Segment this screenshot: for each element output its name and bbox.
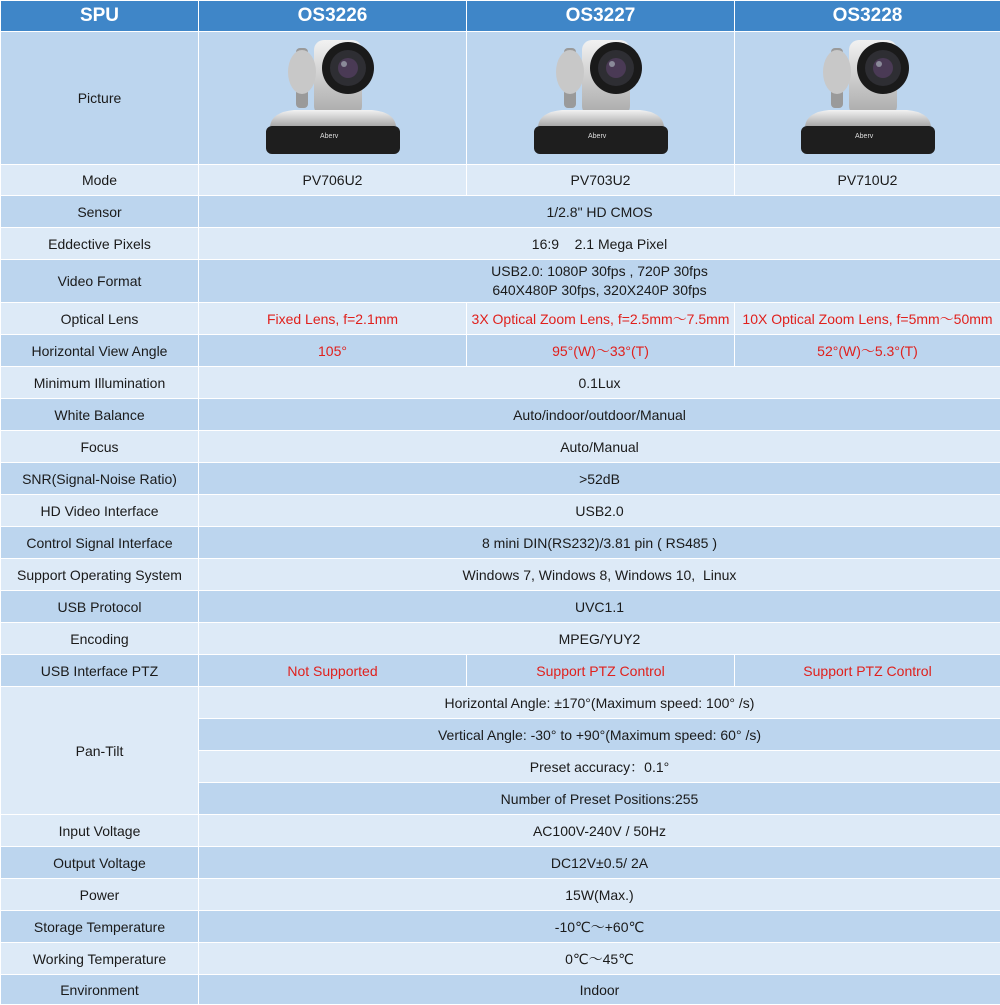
header-spu: SPU (1, 1, 199, 32)
optical-lens-value-2: 3X Optical Zoom Lens, f=2.5mm～7.5mm (467, 303, 735, 335)
encoding-value: MPEG/YUY2 (199, 623, 1000, 655)
row-white-balance (1, 399, 1000, 431)
snr-value: >52dB (199, 463, 1000, 495)
row-label: Focus (1, 431, 199, 463)
camera-image-3 (735, 32, 1000, 165)
row-label: Output Voltage (1, 847, 199, 879)
row-optical-lens (1, 303, 1000, 335)
row-environment (1, 975, 1000, 1005)
input-voltage-value: AC100V-240V / 50Hz (199, 815, 1000, 847)
row-storage-temp (1, 911, 1000, 943)
video-format-line-2: 640X480P 30fps, 320X240P 30fps (201, 281, 998, 300)
environment-value: Indoor (199, 975, 1000, 1005)
row-label: Power (1, 879, 199, 911)
control-interface-value: 8 mini DIN(RS232)/3.81 pin ( RS485 ) (199, 527, 1000, 559)
row-label: Control Signal Interface (1, 527, 199, 559)
row-label: Minimum Illumination (1, 367, 199, 399)
row-control-interface (1, 527, 1000, 559)
mode-value-1: PV706U2 (199, 165, 467, 196)
pan-tilt-vertical: Vertical Angle: -30° to +90°(Maximum speed: 60° /s) (199, 719, 1000, 751)
video-format-value (199, 260, 1000, 303)
output-voltage-value: DC12V±0.5/ 2A (199, 847, 1000, 879)
hd-interface-value: USB2.0 (199, 495, 1000, 527)
row-hd-interface (1, 495, 1000, 527)
brand-label: Aberv (588, 133, 607, 140)
row-label: White Balance (1, 399, 199, 431)
white-balance-value: Auto/indoor/outdoor/Manual (199, 399, 1000, 431)
row-label: Sensor (1, 196, 199, 228)
header-model-1: OS3226 (199, 1, 467, 32)
row-snr (1, 463, 1000, 495)
row-label: Eddective Pixels (1, 228, 199, 260)
row-label: Working Temperature (1, 943, 199, 975)
row-output-voltage (1, 847, 1000, 879)
camera-image-1 (199, 32, 467, 165)
row-label: Mode (1, 165, 199, 196)
row-label: Storage Temperature (1, 911, 199, 943)
view-angle-value-2: 95°(W)～33°(T) (467, 335, 735, 367)
row-input-voltage (1, 815, 1000, 847)
row-video-format (1, 260, 1000, 303)
os-value: Windows 7, Windows 8, Windows 10, Linux (199, 559, 1000, 591)
brand-label: Aberv (320, 133, 339, 140)
mode-value-3: PV710U2 (735, 165, 1000, 196)
pan-tilt-preset-positions: Number of Preset Positions:255 (199, 783, 1000, 815)
storage-temp-value: -10℃～+60℃ (199, 911, 1000, 943)
row-label: Support Operating System (1, 559, 199, 591)
row-label: Video Format (1, 260, 199, 303)
row-pan-tilt-1 (1, 687, 1000, 719)
usb-ptz-value-1: Not Supported (199, 655, 467, 687)
brand-label: Aberv (855, 133, 874, 140)
row-usb-protocol (1, 591, 1000, 623)
row-label: Encoding (1, 623, 199, 655)
pan-tilt-preset-accuracy: Preset accuracy：0.1° (199, 751, 1000, 783)
row-pixels (1, 228, 1000, 260)
usb-protocol-value: UVC1.1 (199, 591, 1000, 623)
header-model-3: OS3228 (735, 1, 1000, 32)
pan-tilt-horizontal: Horizontal Angle: ±170°(Maximum speed: 100° /s) (199, 687, 1000, 719)
optical-lens-value-1: Fixed Lens, f=2.1mm (199, 303, 467, 335)
row-view-angle (1, 335, 1000, 367)
row-mode (1, 165, 1000, 196)
row-label: Input Voltage (1, 815, 199, 847)
row-encoding (1, 623, 1000, 655)
video-format-line-1: USB2.0: 1080P 30fps , 720P 30fps (201, 262, 998, 281)
pixels-value: 16:9 2.1 Mega Pixel (199, 228, 1000, 260)
row-focus (1, 431, 1000, 463)
view-angle-value-1: 105° (199, 335, 467, 367)
row-label: USB Interface PTZ (1, 655, 199, 687)
mode-value-2: PV703U2 (467, 165, 735, 196)
row-sensor (1, 196, 1000, 228)
ptz-camera-icon (526, 34, 676, 162)
header-model-2: OS3227 (467, 1, 735, 32)
row-power (1, 879, 1000, 911)
row-working-temp (1, 943, 1000, 975)
usb-ptz-value-2: Support PTZ Control (467, 655, 735, 687)
working-temp-value: 0℃～45℃ (199, 943, 1000, 975)
power-value: 15W(Max.) (199, 879, 1000, 911)
row-os (1, 559, 1000, 591)
view-angle-value-3: 52°(W)～5.3°(T) (735, 335, 1000, 367)
row-usb-ptz (1, 655, 1000, 687)
row-label: Optical Lens (1, 303, 199, 335)
sensor-value: 1/2.8" HD CMOS (199, 196, 1000, 228)
ptz-camera-icon (793, 34, 943, 162)
focus-value: Auto/Manual (199, 431, 1000, 463)
illumination-value: 0.1Lux (199, 367, 1000, 399)
row-label: Pan-Tilt (1, 687, 199, 815)
row-label: Environment (1, 975, 199, 1005)
row-label: HD Video Interface (1, 495, 199, 527)
row-label: SNR(Signal-Noise Ratio) (1, 463, 199, 495)
ptz-camera-icon (258, 34, 408, 162)
optical-lens-value-3: 10X Optical Zoom Lens, f=5mm～50mm (735, 303, 1000, 335)
row-label: USB Protocol (1, 591, 199, 623)
picture-row (1, 32, 1000, 165)
row-illumination (1, 367, 1000, 399)
camera-image-2 (467, 32, 735, 165)
usb-ptz-value-3: Support PTZ Control (735, 655, 1000, 687)
row-label: Picture (1, 32, 199, 165)
header-row (1, 1, 1000, 32)
row-label: Horizontal View Angle (1, 335, 199, 367)
